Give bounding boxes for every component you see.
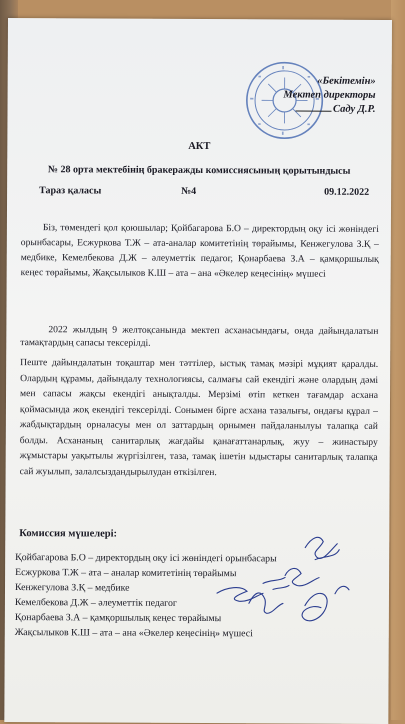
background-right <box>391 0 405 720</box>
document-number: №4 <box>181 186 196 197</box>
committee-member: Кемелбекова Д.Ж – әлеуметтік педагог <box>15 595 315 612</box>
approval-position: Мектеп директоры <box>236 88 376 103</box>
approval-signer: Саду Д.Р. <box>235 102 375 117</box>
paragraph-participants: Біз, төмендегі қол қоюшылар; Қойбагарова Б.О – директордың оқу ісі жөніндегі орынбасары, Есжуркова Т.Ж – ата-аналар комитетінің төрайымы, Кенжегулова З.Қ – медбике, Кемелбекова Д.Ж – әлеуметтік педагог, Қонарбаева З.А – қамқоршылық кеңес төрайымы, Жақсылыков К.Ш – ата – ана «Әкелер кеңесінің» мүшесі <box>21 220 379 282</box>
paragraph-findings: Пеште дайындалатын тоқаштар мен тәттілер, ыстық тамақ мәзірі мұқият қаралды. Олардың құрамы, дайындалу технологиясы, салмағы сай екендігі және олардың дәмі мен сапасы жақсы екендігі анықталды. Мерзімі өтіп кеткен тағамдар асхана қоймасында жоқ екендігі тексерілді. Сонымен бірге асхана тазалығы, ондағы құрал – жабдықтардың орналасуы мен ол заттардың орнымен пайдаланылуы талапқа сай болды. Асхананың санитарлық жағдайы қанағаттанарлық, жуу – жинастыру жұмыстары уақытылы жүргізілген, таза, тамақ ішетін ыдыстары санитарлық талапқа сай жуылып, залалсыздандырылудан өткізілген. <box>20 355 379 481</box>
committee-member: Жақсылыков К.Ш – ата – ана «Әкелер кеңесінің» мүшесі <box>15 625 315 642</box>
committee-heading: Комиссия мүшелері: <box>19 528 117 540</box>
document-page <box>4 18 392 724</box>
document-meta <box>39 185 369 187</box>
committee-member: Қойбагарова Б.О – директордың оқу ісі жөніндегі орынбасары <box>15 550 315 567</box>
committee-member: Есжуркова Т.Ж – ата – аналар комитетінің төрайымы <box>15 565 315 582</box>
approval-label: «Бекітемін» <box>236 74 376 89</box>
committee-member: Кенжегулова З.Қ – медбике <box>15 580 315 597</box>
document-date: 09.12.2022 <box>324 187 369 198</box>
committee-member: Қонарбаева З.А – қамқоршылық кеңес төрайымы <box>15 610 315 627</box>
committee-member-list <box>15 550 315 642</box>
document-subtitle: № 28 орта мектебінің бракеражды комиссиясының қорытындысы <box>21 164 377 177</box>
document-title: АКТ <box>7 140 391 153</box>
document-city: Тараз қаласы <box>39 185 101 196</box>
paragraph-inspection-date: 2022 жылдың 9 желтоқсанында мектеп асханасындағы, онда дайындалатын тамақтардың сапасы тексерілді. <box>20 323 378 351</box>
approval-block <box>235 74 375 117</box>
